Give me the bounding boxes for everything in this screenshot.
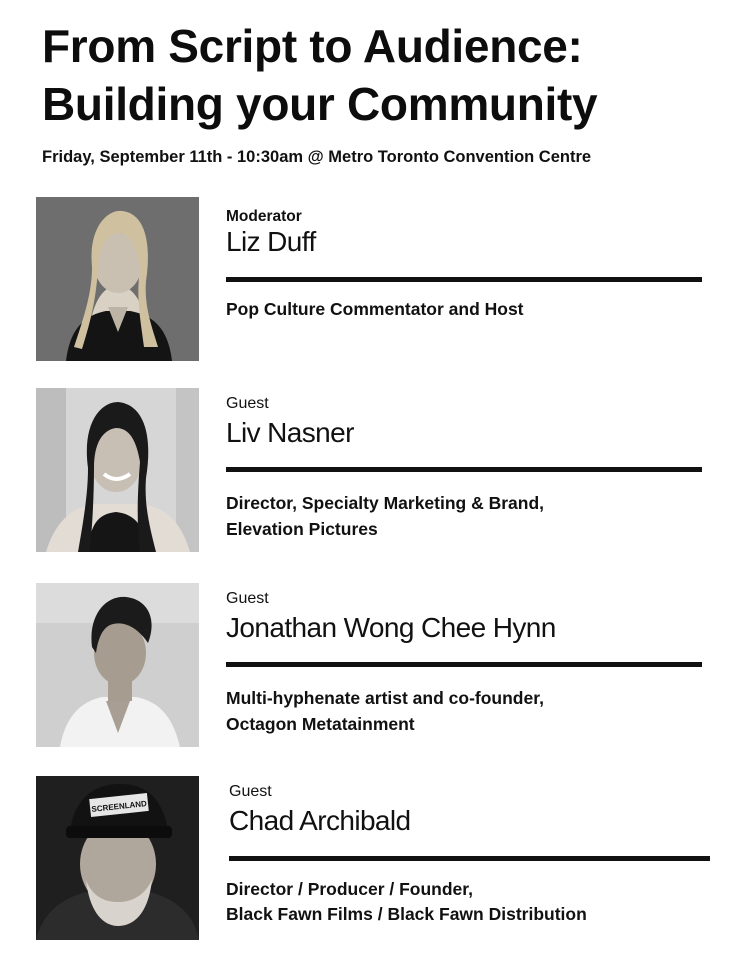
speaker-description: Pop Culture Commentator and Host xyxy=(226,299,524,319)
speaker-name: Jonathan Wong Chee Hynn xyxy=(226,612,556,643)
event-title-line-1: From Script to Audience: xyxy=(42,20,583,72)
divider xyxy=(226,277,702,282)
speaker-description-line-1: Multi-hyphenate artist and co-founder, xyxy=(226,688,544,708)
speaker-photo-liz-duff xyxy=(36,197,199,361)
speaker-role: Moderator xyxy=(226,208,302,225)
speaker-photo-jonathan-wong-chee-hynn xyxy=(36,583,199,747)
divider xyxy=(229,856,710,861)
speaker-description-line-2: Black Fawn Films / Black Fawn Distribution xyxy=(226,904,587,924)
speaker-name: Chad Archibald xyxy=(229,805,411,836)
speaker-photo-chad-archibald xyxy=(36,776,199,940)
speaker-description-line-2: Octagon Metatainment xyxy=(226,714,415,734)
speaker-role: Guest xyxy=(226,395,269,412)
speaker-name: Liv Nasner xyxy=(226,417,354,448)
divider xyxy=(226,662,702,667)
event-date-location: Friday, September 11th - 10:30am @ Metro Toronto Convention Centre xyxy=(42,148,592,166)
divider xyxy=(226,467,702,472)
speaker-role: Guest xyxy=(226,590,269,607)
speaker-description-line-1: Director / Producer / Founder, xyxy=(226,879,473,899)
speaker-name: Liz Duff xyxy=(226,226,316,257)
event-title-line-2: Building your Community xyxy=(42,78,598,130)
speaker-description-line-1: Director, Specialty Marketing & Brand, xyxy=(226,493,545,513)
speaker-description-line-2: Elevation Pictures xyxy=(226,519,378,539)
speaker-photo-liv-nasner xyxy=(36,388,199,552)
cap-logo-text: SCREENLAND xyxy=(91,799,148,814)
event-header xyxy=(0,0,738,182)
speaker-role: Guest xyxy=(229,783,272,800)
